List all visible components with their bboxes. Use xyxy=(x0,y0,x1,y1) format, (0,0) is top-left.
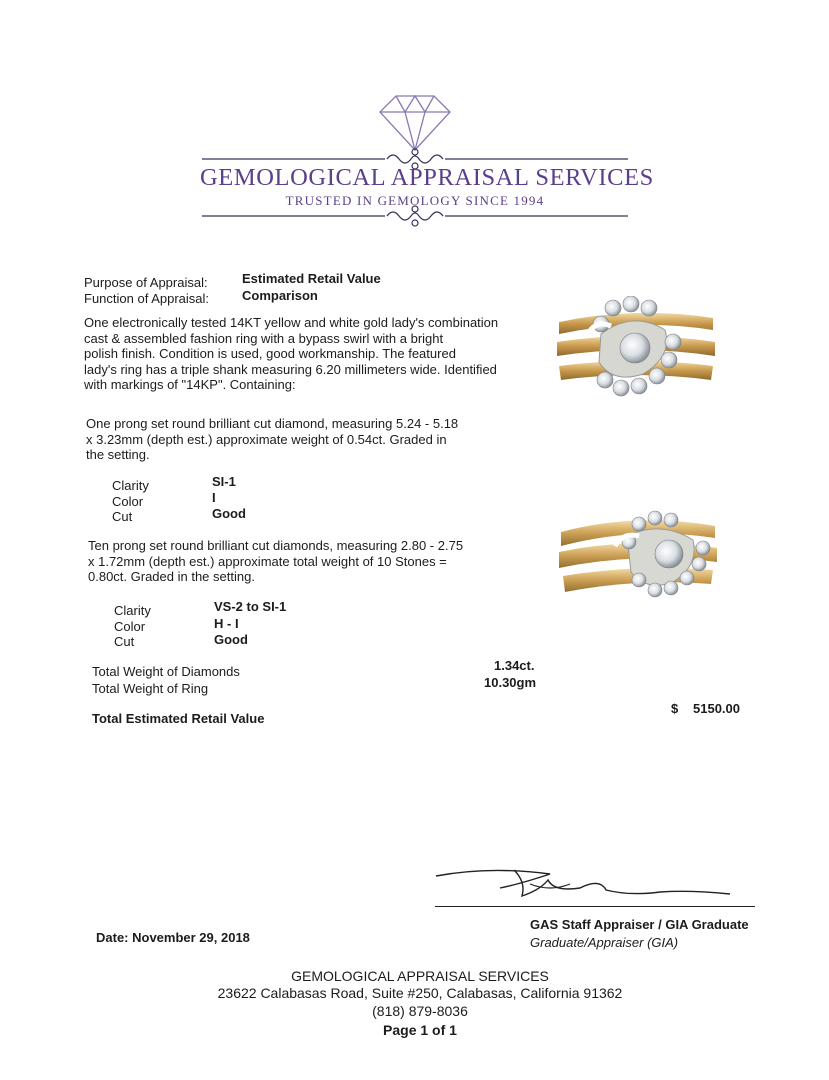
ring-photo-angle xyxy=(553,506,721,606)
description-line: cast & assembled fashion ring with a bypass swirl with a bright xyxy=(84,330,444,346)
footer-company: GEMOLOGICAL APPRAISAL SERVICES xyxy=(291,968,549,984)
total-retail-value-label: Total Estimated Retail Value xyxy=(92,711,265,726)
letterhead-company-name: GEMOLOGICAL APPRAISAL SERVICES xyxy=(200,164,654,191)
purpose-value: Estimated Retail Value xyxy=(242,271,381,286)
stone2-color-value: H - I xyxy=(214,616,239,631)
function-value: Comparison xyxy=(242,288,318,303)
description-line: One electronically tested 14KT yellow and white gold lady's combination xyxy=(84,315,499,330)
signature-line xyxy=(435,906,755,907)
description-line: with markings of "14KP". Containing: xyxy=(84,377,296,392)
stone1-clarity-value: SI-1 xyxy=(212,474,236,489)
stone2-clarity-value: VS-2 to SI-1 xyxy=(214,599,287,614)
appraiser-signature xyxy=(430,862,750,912)
total-ring-weight-value: 10.30gm xyxy=(484,675,537,690)
total-ring-weight-label: Total Weight of Ring xyxy=(92,681,209,696)
stone2-line: x 1.72mm (depth est.) approximate total weight of 10 Stones = xyxy=(88,553,447,569)
total-diamond-weight-label: Total Weight of Diamonds xyxy=(92,664,240,679)
page-number: Page 1 of 1 xyxy=(383,1022,457,1038)
footer-phone: (818) 879-8036 xyxy=(372,1003,468,1019)
stone1-cut-label: Cut xyxy=(112,509,133,524)
stone1-cut-value: Good xyxy=(212,506,246,521)
description-line: polish finish. Condition is used, good workmanship. The featured xyxy=(84,346,456,361)
letterhead-tagline: TRUSTED IN GEMOLOGY SINCE 1994 xyxy=(285,193,545,208)
appraiser-subtitle: Graduate/Appraiser (GIA) xyxy=(530,935,679,950)
center-stone-description xyxy=(86,416,458,463)
diamond-icon xyxy=(380,96,450,150)
stone2-line: 0.80ct. Graded in the setting. xyxy=(88,569,255,584)
stone1-line: x 3.23mm (depth est.) approximate weight of 0.54ct. Graded in xyxy=(86,431,447,447)
stone2-color-label: Color xyxy=(114,619,146,634)
stone1-color-value: I xyxy=(212,490,216,505)
accent-stones-description xyxy=(88,538,463,585)
stone1-clarity-label: Clarity xyxy=(112,478,149,493)
company-logo xyxy=(200,92,654,232)
stone2-cut-label: Cut xyxy=(114,634,135,649)
stone1-line: the setting. xyxy=(86,447,150,462)
stone1-line: One prong set round brilliant cut diamond, measuring 5.24 - 5.18 xyxy=(86,416,459,431)
function-label: Function of Appraisal: xyxy=(84,291,210,306)
stone2-line: Ten prong set round brilliant cut diamonds, measuring 2.80 - 2.75 xyxy=(88,538,464,553)
total-retail-value: 5150.00 xyxy=(693,701,740,716)
description-line: lady's ring has a triple shank measuring 6.20 millimeters wide. Identified xyxy=(84,361,497,377)
appraiser-title: GAS Staff Appraiser / GIA Graduate xyxy=(530,917,749,932)
stone2-cut-value: Good xyxy=(214,632,248,647)
stone2-clarity-label: Clarity xyxy=(114,603,151,618)
stone1-color-label: Color xyxy=(112,494,144,509)
footer-address: 23622 Calabasas Road, Suite #250, Calabasas, California 91362 xyxy=(217,985,623,1001)
total-diamond-weight-value: 1.34ct. xyxy=(494,658,535,673)
ring-photo-front xyxy=(553,296,719,404)
appraisal-date: Date: November 29, 2018 xyxy=(96,930,250,945)
ring-description xyxy=(84,315,498,393)
currency-symbol: $ xyxy=(671,701,679,716)
purpose-label: Purpose of Appraisal: xyxy=(84,275,208,290)
